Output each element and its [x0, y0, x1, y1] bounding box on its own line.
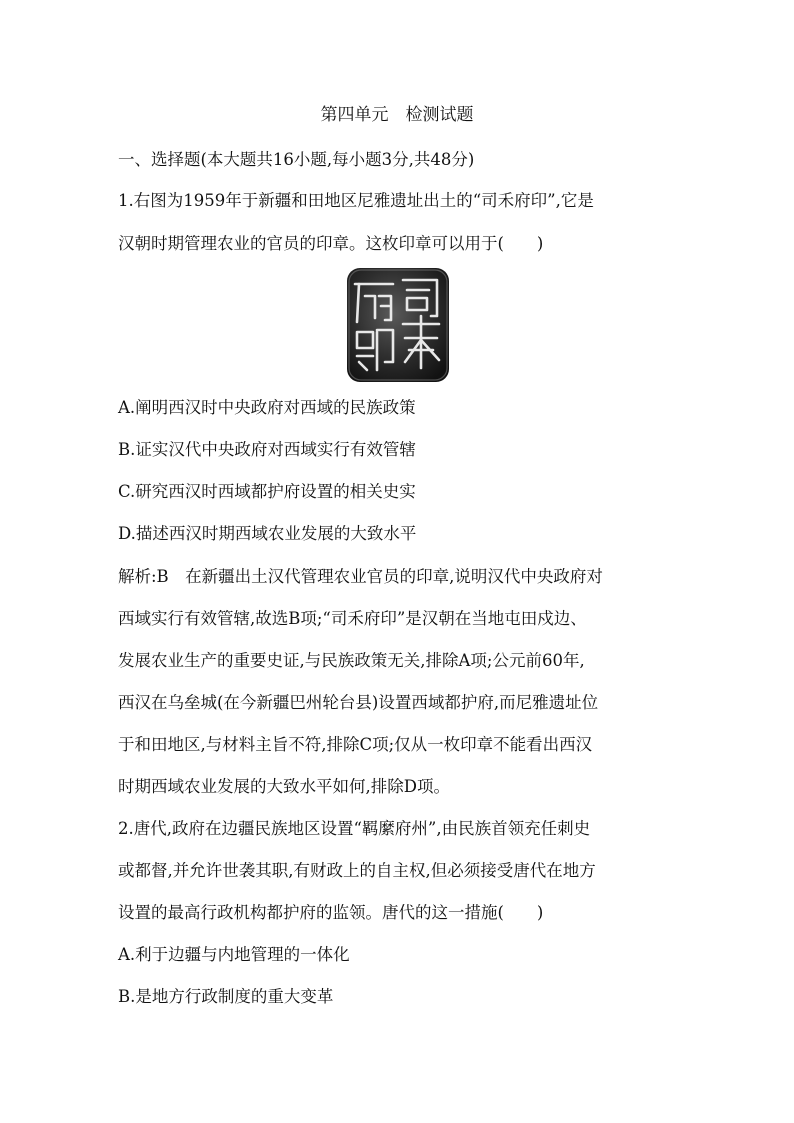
- q1-analysis-line5: 于和田地区,与材料主旨不符,排除C项;仅从一枚印章不能看出西汉: [118, 735, 593, 754]
- q2-stem-line2: 或都督,并允许世袭其职,有财政上的自主权,但必须接受唐代在地方: [118, 861, 596, 880]
- q2-option-a: A.利于边疆与内地管理的一体化: [118, 945, 350, 964]
- q1-option-c: C.研究西汉时西域都护府设置的相关史实: [118, 482, 416, 501]
- q1-stem-line1: 1.右图为1959年于新疆和田地区尼雅遗址出土的“司禾府印”,它是: [118, 191, 594, 210]
- q1-stem-line2: 汉朝时期管理农业的官员的印章。这枚印章可以用于( ): [118, 234, 544, 253]
- section-header: 一、选择题(本大题共16小题,每小题3分,共48分): [118, 150, 475, 169]
- q1-option-d: D.描述西汉时期西域农业发展的大致水平: [118, 524, 417, 543]
- q2-stem-line3: 设置的最高行政机构都护府的监领。唐代的这一措施( ): [118, 903, 544, 922]
- q2-option-b: B.是地方行政制度的重大变革: [118, 987, 334, 1006]
- seal-image: [345, 266, 451, 384]
- q1-option-b: B.证实汉代中央政府对西域实行有效管辖: [118, 440, 416, 459]
- q1-analysis-line2: 西域实行有效管辖,故选B项;“司禾府印”是汉朝在当地屯田戍边、: [118, 609, 587, 628]
- document-title: 第四单元 检测试题: [320, 105, 474, 125]
- q2-stem-line1: 2.唐代,政府在边疆民族地区设置“羁縻府州”,由民族首领充任刺史: [118, 819, 591, 838]
- q1-analysis-line4: 西汉在乌垒城(在今新疆巴州轮台县)设置西域都护府,而尼雅遗址位: [118, 693, 599, 712]
- q1-analysis-line3: 发展农业生产的重要史证,与民族政策无关,排除A项;公元前60年,: [118, 651, 585, 670]
- q1-option-a: A.阐明西汉时中央政府对西域的民族政策: [118, 398, 416, 417]
- q1-analysis-line1: 解析:B 在新疆出土汉代管理农业官员的印章,说明汉代中央政府对: [118, 567, 603, 586]
- q1-analysis-line6: 时期西域农业发展的大致水平如何,排除D项。: [118, 777, 450, 796]
